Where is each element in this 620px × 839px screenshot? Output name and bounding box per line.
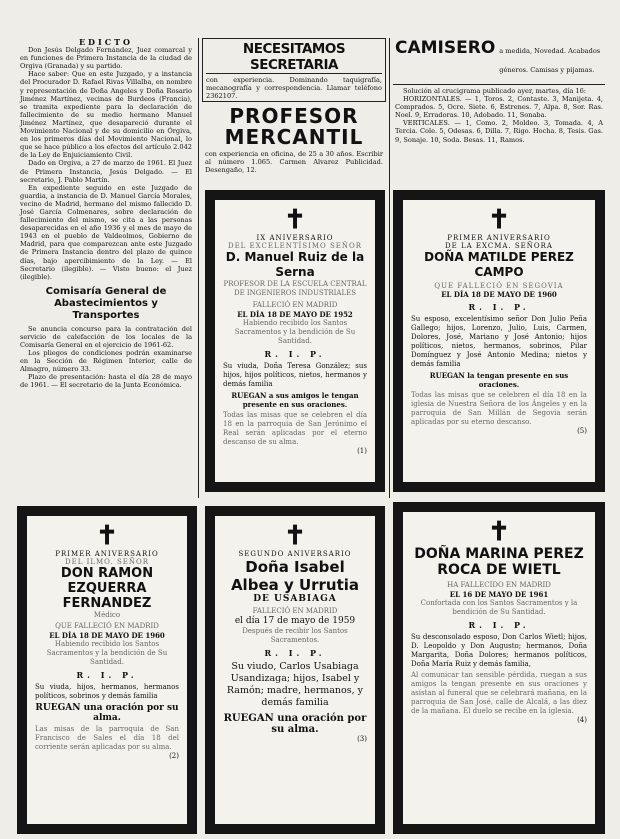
family-text: Su esposo, excelentísimo señor Don Julio Peña Gallego; hijos, Lorenzo, Julio, Luis, Carmen, Dolores, José, Mariano y José Antonio; hijos políticos, nietos, hermanos, sobrinos, Pilar Domínguez y José Antonio Medina; nietos y demás familia <box>411 315 587 368</box>
ruegan-text: RUEGAN una oración por su alma. <box>223 713 367 735</box>
death-date: EL 16 DE MAYO DE 1961 <box>449 590 549 599</box>
notice-ref: (5) <box>577 427 587 435</box>
cross-icon: ✝ <box>284 205 306 235</box>
ruegan-text: RUEGAN la tengan presente en sus oraciones. <box>429 371 569 389</box>
deceased-role: Médico <box>93 611 121 619</box>
profesor-body: con experiencia en oficina, de 25 a 30 años. Escribir al número 1.065. Carmen Alvarez Publicidad. Desengaño, 12. <box>205 150 383 175</box>
left-column <box>18 38 194 500</box>
camisero-title: CAMISERO <box>395 38 496 58</box>
camisero-ad <box>393 38 605 80</box>
camisero-body: a medida, Novedad. Acabados géneros. Camisas y pijamas. <box>499 47 601 74</box>
edict-title: EDICTO <box>78 38 134 47</box>
anniversary-label: PRIMER ANIVERSARIO <box>447 234 551 242</box>
deceased-name: DOÑA MATILDE PEREZ CAMPO <box>424 250 574 279</box>
cross-icon: ✝ <box>488 205 510 235</box>
secretaria-ad <box>202 38 386 102</box>
masses-text: Todas las misas que se celebren el día 18 en la parroquia de San Jerónimo el Real serán aplicadas por el eterno descanso de su alma. <box>223 411 367 446</box>
sacraments-text: Confortada con los Santos Sacramentos y la bendición de Su Santidad. <box>420 599 578 616</box>
honorific: DE LA EXCMA. SEÑORA <box>445 242 553 250</box>
column-divider <box>198 38 199 498</box>
rip-label: R. I. P. <box>468 620 530 630</box>
honorific: DE USABIAGA <box>253 594 337 604</box>
notice-ref: (4) <box>577 716 587 724</box>
family-text: Su viuda, Doña Teresa González; sus hijos, hijos políticos, nietos, hermanos y demás familia <box>223 362 367 388</box>
cross-icon: ✝ <box>96 521 118 551</box>
cross-icon: ✝ <box>284 521 306 551</box>
death-date: EL DÍA 18 DE MAYO DE 1960 <box>49 631 165 640</box>
obituary-notice <box>17 506 197 834</box>
honorific: DEL ILMO. SEÑOR <box>65 558 149 566</box>
section-paragraph: Se anuncia concurso para la contratación del servicio de calefacción de los locales de la Comisaría General en el ejercicio de 1961-62. <box>20 324 192 349</box>
rip-label: R. I. P. <box>468 302 530 312</box>
column-divider <box>389 38 390 498</box>
edict-paragraph: Don Jesús Delgado Fernández, Juez comarcal y en funciones de Primera Instancia de la ciudad de Orgiva (Granada) y su partido. <box>20 46 192 71</box>
deceased-name: D. Manuel Ruiz de la Serna <box>225 250 365 279</box>
notice-ref: (1) <box>357 447 367 455</box>
death-place: HA FALLECIDO EN MADRID <box>447 581 551 589</box>
ruegan-text: Al comunicar tan sensible pérdida, ruegan a sus amigos la tengan presente en sus oraciones y asistan al funeral que se celebrará mañana, en la parroquia de San José, calle de Alcalá, a las diez de la mañana. El duelo se recibe en la iglesia. <box>411 671 587 715</box>
rip-label: R. I. P. <box>76 670 138 680</box>
death-date: EL DÍA 18 DE MAYO DE 1952 <box>237 310 353 319</box>
secretaria-body: con experiencia. Dominando taquigrafía, mecanografía y correspondencia. Llamar teléfono 2362107. <box>206 76 382 101</box>
death-place: FALLECIÓ EN MADRID <box>252 607 338 615</box>
sacraments-text: Habiendo recibido los Santos Sacramentos y la bendición de Su Santidad. <box>46 640 168 666</box>
notice-ref: (2) <box>169 752 179 760</box>
sacraments-text: Después de recibir los Santos Sacramentos. <box>242 627 348 644</box>
obituary-notice <box>393 190 605 492</box>
section-paragraph: Los pliegos de condiciones podrán examinarse en la Sección de Régimen Interior, calle de Almagro, número 33. <box>20 349 192 374</box>
anniversary-label: IX ANIVERSARIO <box>256 234 334 242</box>
obituary-notice <box>393 502 605 834</box>
obituary-notice <box>205 190 385 492</box>
edict-paragraph: En expediente seguido en este Juzgado de guardia, a instancia de D. Manuel García Morales, vecino de Madrid, hermano del mismo fallecido D. José García Colmenares, sobre declaración de fallecimiento del mismo, se cita a las personas desaparecidas en el año 1936 y el mes de mayo de 1943 en el pueblo de Valdeolmos, Gobierno de Madrid, para que comparezcan ante este Juzgado de Primera Instancia dentro del plazo de quince días, bajo apercibimiento de la Ley. — El Secretario (ilegible). — Visto bueno: el Juez (ilegible). <box>20 183 192 281</box>
crossword-verticales: VERTICALES. — 1, Como. 2, Moldeo. 3, Tomada. 4, A Tercia. Cole. 5, Odesas. 6, Dilla. 7, Rigo. Hocha. 8, Tesis. Gas. 9, Sonaje. 10, Soda. Besas. 11, Ramos. <box>395 119 603 144</box>
edict-paragraph: Dado en Orgiva, a 27 de marzo de 1961. El Juez de Primera Instancia, Jesús Delgado. — El secretario, J. Pablo Martín. <box>20 159 192 184</box>
death-place: QUE FALLECIÓ EN MADRID <box>55 622 159 630</box>
family-text: Su desconsolado esposo, Don Carlos Wietl; hijos, D. Leopoldo y Don Augusto; hermanos, Doña Margarita, Doña Dolores; hermanos políticos, Doña María Ruiz y demás familia, <box>411 633 587 668</box>
family-text: Su viudo, Carlos Usabiaga Usandizaga; hijos, Isabel y Ramón; madre, hermanos, y demás familia <box>226 661 364 708</box>
deceased-name: DON RAMON EZQUERRA FERNANDEZ <box>60 566 154 611</box>
anniversary-label: PRIMER ANIVERSARIO <box>55 550 159 558</box>
crossword-intro: Solución al crucigrama publicado ayer, martes, día 16: <box>403 87 586 95</box>
death-place: FALLECIÓ EN MADRID <box>252 301 338 309</box>
anniversary-label: SEGUNDO ANIVERSARIO <box>238 550 352 558</box>
death-place: QUE FALLECIÓ EN SEGOVIA <box>434 282 564 290</box>
crossword-horizontales: HORIZONTALES. — 1, Toros. 2, Contaste. 3, Manijeta. 4, Comprados. 5, Ocre. Siete. 6, Estrenes. 7, Alpa. 8, Sor. Ras. Noel. 9, Erradoras. 10, Adobado. 11, Sonaba. <box>395 95 603 120</box>
family-text: Su viuda, hijos, hermanos, hermanos políticos, sobrinos y demás familia <box>35 683 179 700</box>
honorific: DEL EXCELENTÍSIMO SEÑOR <box>227 242 363 250</box>
rip-label: R. I. P. <box>264 648 326 658</box>
masses-text: Todas las misas que se celebren el día 18 en la iglesia de Nuestra Señora de los Ángeles y en la parroquia de San Millán de Segovia serán aplicadas por su eterno descanso. <box>411 391 587 426</box>
deceased-role: PROFESOR DE LA ESCUELA CENTRAL DE INGENIEROS INDUSTRIALES <box>223 280 367 297</box>
ruegan-text: RUEGAN a sus amigos le tengan presente en sus oraciones. <box>231 391 359 409</box>
crossword-solution <box>393 84 605 188</box>
notice-ref: (3) <box>357 735 367 743</box>
death-date: EL DÍA 18 DE MAYO DE 1960 <box>441 290 557 299</box>
cross-icon: ✝ <box>488 517 510 547</box>
secretaria-title: NECESITAMOS SECRETARIA <box>206 41 382 74</box>
ruegan-text: RUEGAN una oración por su alma. <box>35 703 179 723</box>
edict-paragraph: Hace saber: Que en este Juzgado, y a instancia del Procurador D. Rafael Rivas Villalba, en nombre y representación de Doña Angeles y Doña Rosario Jiménez Martínez, vecinas de Burdeos (Francia), se tramita expediente para la declaración de fallecimiento de su medio hermano Manuel Jiménez Martínez, que desapareció durante el Movimiento Nacional y de su domicilio en Órgiva, en los primeros días del Movimiento Nacional, lo que se hace público a los efectos del artículo 2.042 de la Ley de Enjuiciamiento Civil. <box>20 70 192 160</box>
profesor-title: PROFESOR MERCANTIL <box>224 104 364 149</box>
rip-label: R. I. P. <box>264 349 326 359</box>
sacraments-text: Habiendo recibido los Santos Sacramentos y la bendición de Su Santidad. <box>234 319 356 345</box>
section-paragraph: Plazo de presentación: hasta el día 28 de mayo de 1961. — El secretario de la Junta Económica. <box>20 373 192 390</box>
deceased-name: DOÑA MARINA PEREZ ROCA DE WIETL <box>414 546 584 578</box>
death-date: el día 17 de mayo de 1959 <box>234 616 356 626</box>
obituary-notice <box>205 506 385 834</box>
masses-text: Las misas de la parroquia de San Francisco de Sales el día 18 del corriente serán aplicadas por su alma. <box>35 725 179 751</box>
section-title: Comisaría General de Abastecimientos y Transportes <box>45 285 167 321</box>
profesor-ad <box>202 104 386 186</box>
deceased-name: Doña Isabel Albea y Urrutia <box>230 558 360 594</box>
